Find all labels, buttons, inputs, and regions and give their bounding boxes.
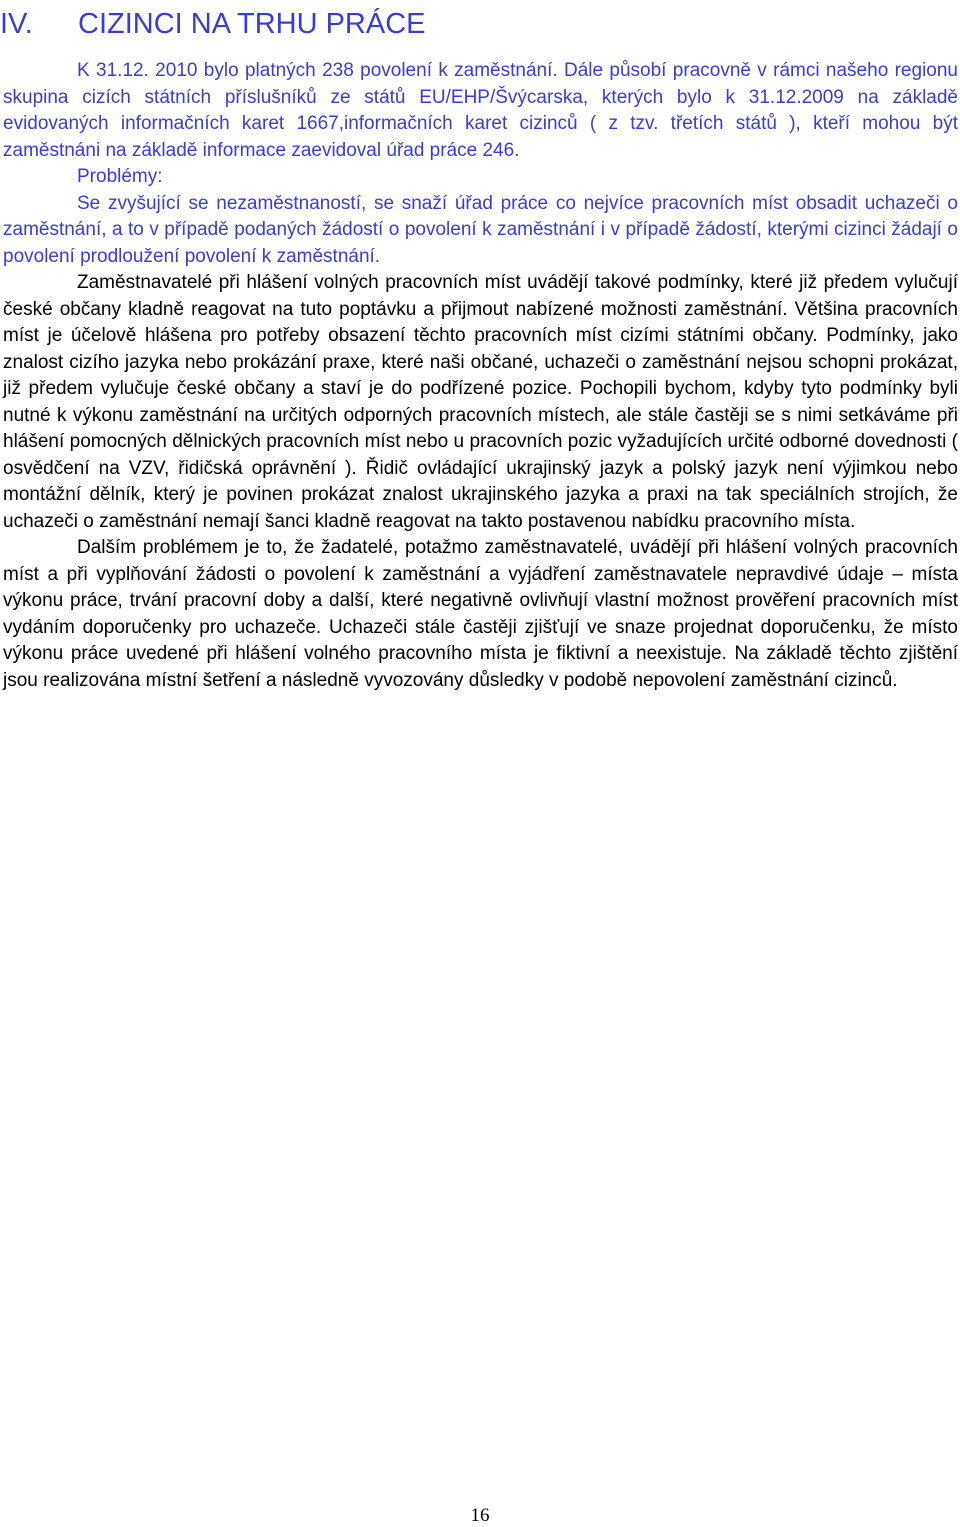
document-body [3,58,958,694]
section-title: CIZINCI NA TRHU PRÁCE [78,8,426,40]
paragraph-statistics: K 31.12. 2010 bylo platných 238 povolení k zaměstnání. Dále působí pracovně v rámci našeho regionu skupina cizích státních příslušníků ze států EU/EHP/Švýcarska, kterých bylo k 31.12.2009 na základě evidovaných informačních karet 1667,informačních karet cizinců ( z tzv. třetích států ), kteří mohou být zaměstnáni na základě informace zaevidoval úřad práce 246. [3,60,958,161]
section-heading [0,2,426,46]
paragraph-further-problem: Dalším problémem je to, že žadatelé, potažmo zaměstnavatelé, uvádějí při hlášení volných pracovních míst a při vyplňování žádosti o povolení k zaměstnání a vyjádření zaměstnavatele nepravdivé údaje – místa výkonu práce, trvání pracovní doby a další, které negativně ovlivňují vlastní možnost prověření pracovních míst vydáním doporučenky pro uchazeče. Uchazeči stále častěji zjišťují ve snaze projednat doporučenku, že místo výkonu práce uvedené při hlášení volného pracovního místa je fiktivní a neexistuje. Na základě těchto zjištění jsou realizována místní šetření a následně vyvozovány důsledky v podobě nepovolení zaměstnání cizinců. [3,537,958,691]
paragraph-problems-label: Problémy: [77,166,163,187]
paragraph-unemployment: Se zvyšující se nezaměstnaností, se snaží úřad práce co nejvíce pracovních míst obsadit uchazeči o zaměstnání, a to v případě podaných žádostí o povolení k zaměstnání i v případě žádostí, kterými cizinci žádají o povolení prodloužení povolení k zaměstnání. [3,192,958,267]
page-number: 16 [470,1505,490,1526]
paragraph-employers: Zaměstnavatelé při hlášení volných pracovních míst uvádějí takové podmínky, které již předem vylučují české občany kladně reagovat na tuto poptávku a přijmout nabízené možnosti zaměstnání. Většina pracovních míst je účelově hlášena pro potřeby obsazení těchto pracovních míst cizími státními občany. Podmínky, jako znalost cizího jazyka nebo prokázání praxe, které naši občané, uchazeči o zaměstnání nejsou schopni prokázat, již předem vylučuje české občany a staví je do podřízené pozice. Pochopili bychom, kdyby tyto podmínky byli nutné k výkonu zaměstnání na určitých odporných pracovních místech, ale stále častěji se s nimi setkáváme při hlášení pomocných dělnických pracovních míst nebo u pracovních pozic vyžadujících určité odborné dovednosti ( osvědčení na VZV, řidičská oprávnění ). Řidič ovládající ukrajinský jazyk a polský jazyk není výjimkou nebo montážní dělník, který je povinen prokázat znalost ukrajinského jazyka a praxi na tak speciálních strojích, že uchazeči o zaměstnání nemají šanci kladně reagovat na takto postavenou nabídku pracovního místa. [3,272,958,532]
section-number: IV. [0,8,33,40]
